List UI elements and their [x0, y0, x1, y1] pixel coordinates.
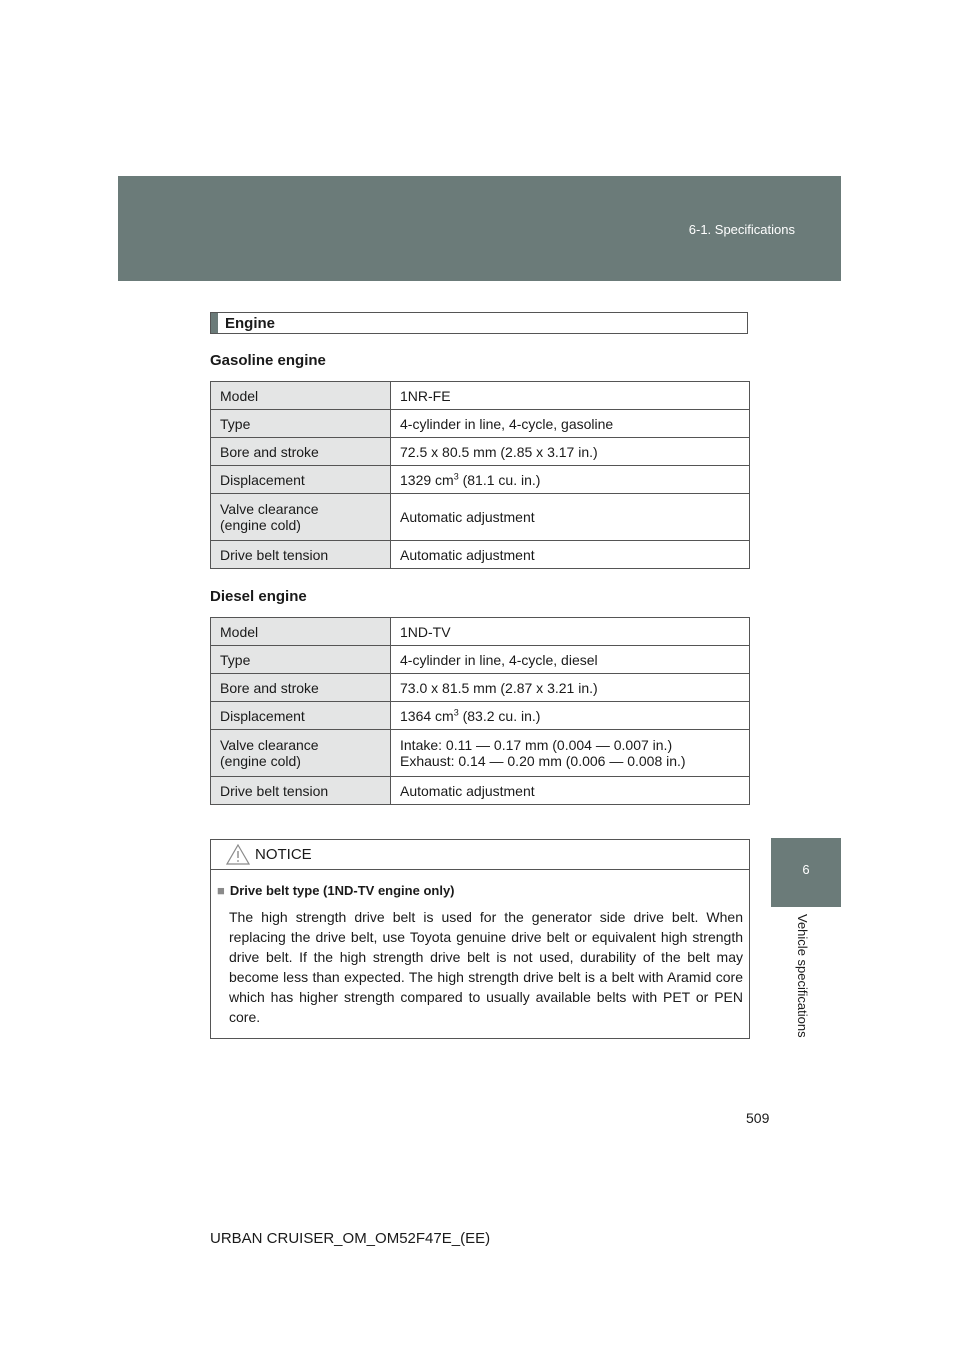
spec-value — [391, 702, 750, 730]
notice-box — [210, 839, 750, 1039]
notice-body: The high strength drive belt is used for the generator side drive belt. When replacing the drive belt, use Toyota genuine drive belt or equivalent high strength drive belt. If the high strength drive belt is not used, durability of the belt may become less than expected. The high strength drive belt is a belt with Aramid core which has higher strength compared to usually available belts with PET or PEN core. — [229, 909, 743, 1025]
section-title-bar — [211, 313, 218, 333]
label-line: Valve clearance — [220, 501, 319, 517]
spec-label: Bore and stroke — [211, 438, 391, 466]
superscript: 3 — [453, 706, 459, 717]
spec-value: 1NR-FE — [391, 382, 750, 410]
notice-subheading-text: Drive belt type (1ND-TV engine only) — [229, 883, 455, 898]
spec-label: Type — [211, 646, 391, 674]
diesel-spec-table — [210, 617, 750, 805]
spec-label: Model — [211, 382, 391, 410]
spec-value: 73.0 x 81.5 mm (2.87 x 3.21 in.) — [391, 674, 750, 702]
spec-value: 1ND-TV — [391, 618, 750, 646]
table-row — [211, 541, 750, 569]
table-row — [211, 438, 750, 466]
notice-subheading — [217, 883, 455, 898]
label-line: (engine cold) — [220, 753, 301, 769]
value-line: Intake: 0.11 — 0.17 mm (0.004 — 0.007 in.) — [400, 737, 673, 753]
spec-label: Displacement — [211, 466, 391, 494]
spec-label: Model — [211, 618, 391, 646]
spec-value: 4-cylinder in line, 4-cycle, diesel — [391, 646, 750, 674]
spec-label: Drive belt tension — [211, 541, 391, 569]
warning-triangle-icon — [226, 844, 250, 865]
displacement-unit: (81.1 cu. in.) — [458, 471, 541, 488]
section-title-text: Engine — [225, 315, 276, 332]
displacement-value: 1364 cm — [400, 707, 454, 724]
table-row — [211, 466, 750, 494]
table-row — [211, 674, 750, 702]
value-line: Exhaust: 0.14 — 0.20 mm (0.006 — 0.008 in.) — [400, 753, 686, 769]
page-number: 509 — [746, 1110, 770, 1126]
table-row — [211, 382, 750, 410]
table-row — [211, 702, 750, 730]
displacement-unit: (83.2 cu. in.) — [458, 707, 541, 724]
table-row — [211, 646, 750, 674]
section-breadcrumb: 6-1. Specifications — [688, 222, 795, 237]
spec-label — [211, 730, 391, 777]
spec-value — [391, 730, 750, 777]
diesel-engine-heading: Diesel engine — [210, 588, 307, 605]
table-row — [211, 618, 750, 646]
notice-title: NOTICE — [255, 846, 312, 863]
table-row — [211, 777, 750, 805]
table-row — [211, 410, 750, 438]
section-title-engine — [210, 312, 748, 334]
gasoline-spec-table — [210, 381, 750, 569]
notice-header — [211, 840, 749, 870]
chapter-label: Vehicle specifications — [795, 914, 810, 1038]
gasoline-engine-heading: Gasoline engine — [210, 352, 326, 369]
spec-label: Type — [211, 410, 391, 438]
spec-value: Automatic adjustment — [391, 494, 750, 541]
square-bullet-icon: ■ — [217, 883, 225, 898]
spec-label: Bore and stroke — [211, 674, 391, 702]
header-band — [118, 176, 841, 281]
spec-value — [391, 466, 750, 494]
spec-label — [211, 494, 391, 541]
document-footer: URBAN CRUISER_OM_OM52F47E_(EE) — [210, 1230, 491, 1247]
table-row — [211, 730, 750, 777]
chapter-tab — [771, 838, 841, 907]
label-line: (engine cold) — [220, 517, 301, 533]
spec-value: 4-cylinder in line, 4-cycle, gasoline — [391, 410, 750, 438]
displacement-value: 1329 cm — [400, 471, 454, 488]
spec-label: Drive belt tension — [211, 777, 391, 805]
spec-label: Displacement — [211, 702, 391, 730]
superscript: 3 — [453, 470, 459, 481]
spec-value: Automatic adjustment — [391, 777, 750, 805]
table-row — [211, 494, 750, 541]
spec-value: 72.5 x 80.5 mm (2.85 x 3.17 in.) — [391, 438, 750, 466]
label-line: Valve clearance — [220, 737, 319, 753]
chapter-number: 6 — [802, 862, 810, 877]
spec-value: Automatic adjustment — [391, 541, 750, 569]
